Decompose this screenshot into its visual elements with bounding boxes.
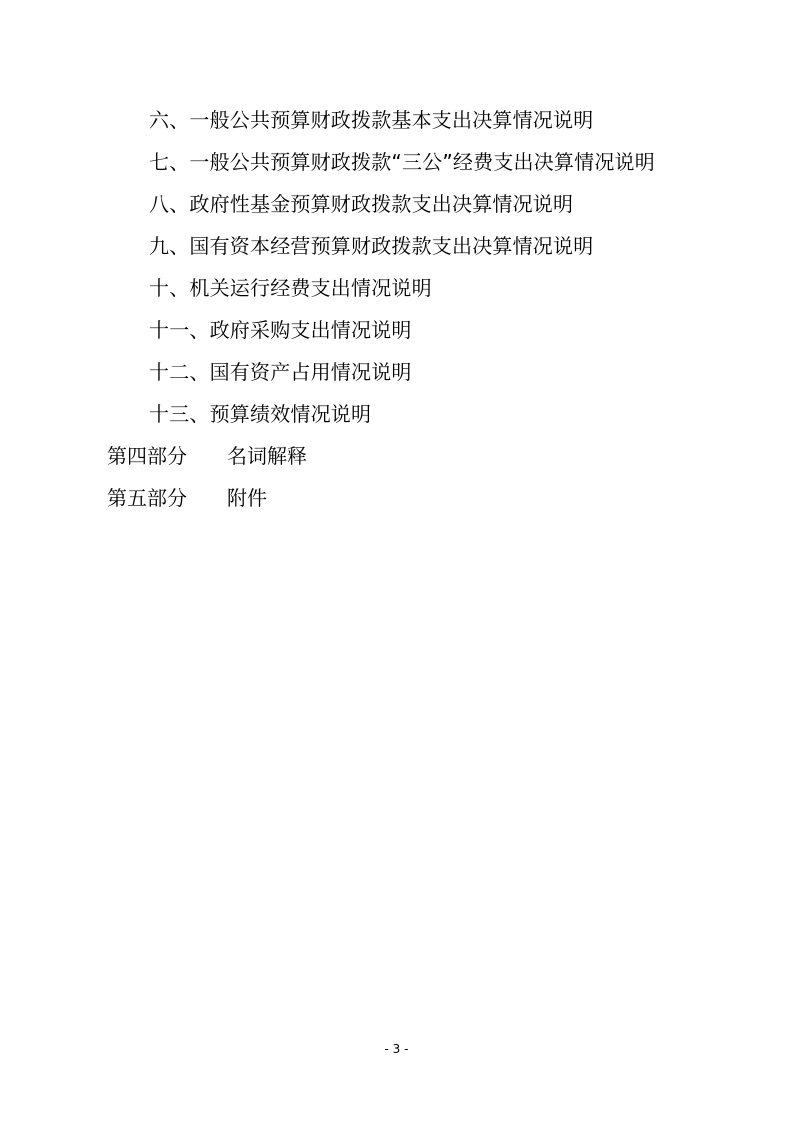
toc-part (107, 435, 692, 477)
toc-item: 十、机关运行经费支出情况说明 (149, 276, 432, 300)
toc-item: 六、一般公共预算财政拨款基本支出决算情况说明 (149, 108, 594, 132)
toc-item: 七、一般公共预算财政拨款“三公”经费支出决算情况说明 (149, 150, 655, 174)
toc-item: 十三、预算绩效情况说明 (149, 402, 372, 426)
toc-item: 八、政府性基金预算财政拨款支出决算情况说明 (149, 192, 574, 216)
toc-item: 十一、政府采购支出情况说明 (149, 318, 412, 342)
part-title: 附件 (227, 486, 267, 510)
part-label: 第四部分 (107, 444, 187, 468)
page-number: - 3 - (384, 1042, 409, 1056)
toc-item: 九、国有资本经营预算财政拨款支出决算情况说明 (149, 234, 594, 258)
part-title: 名词解释 (227, 444, 307, 468)
toc-part (107, 477, 692, 519)
toc-item: 十二、国有资产占用情况说明 (149, 360, 412, 384)
part-label: 第五部分 (107, 486, 187, 510)
table-of-contents (107, 99, 692, 519)
